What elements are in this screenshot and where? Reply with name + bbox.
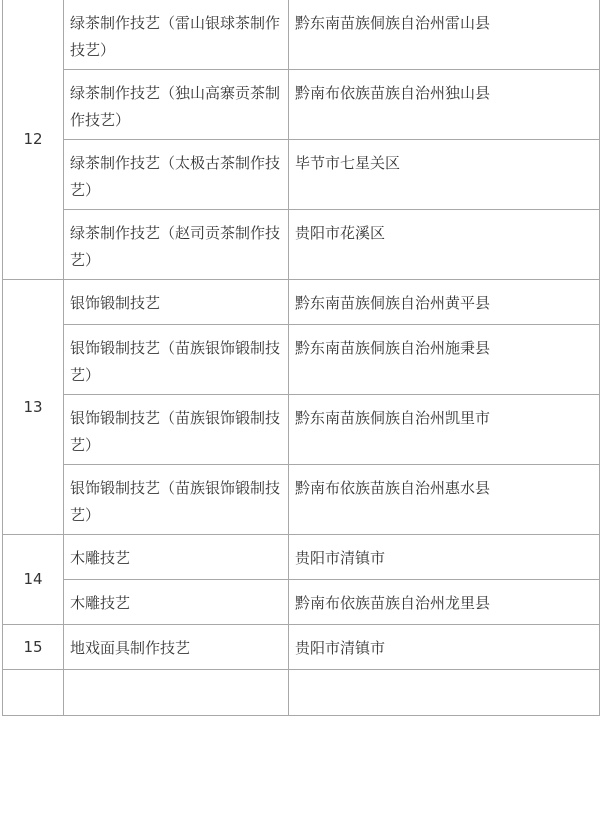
project-name: 银饰锻制技艺（苗族银饰锻制技艺） [64,395,289,465]
table-row [3,395,600,465]
region-name: 黔东南苗族侗族自治州施秉县 [289,325,600,395]
table-row [3,280,600,325]
project-name: 绿茶制作技艺（雷山银球茶制作技艺） [64,0,289,70]
item-number: 13 [3,280,64,535]
table-row-partial [3,670,600,716]
region-name: 毕节市七星关区 [289,140,600,210]
project-name: 绿茶制作技艺（赵司贡茶制作技艺） [64,210,289,280]
table-row [3,0,600,70]
region-name: 黔南布依族苗族自治州独山县 [289,70,600,140]
region-name: 黔南布依族苗族自治州惠水县 [289,465,600,535]
table-row [3,210,600,280]
item-number: 15 [3,625,64,670]
table-row [3,325,600,395]
region-name: 贵阳市清镇市 [289,625,600,670]
project-name [64,670,289,716]
project-name: 绿茶制作技艺（太极古茶制作技艺） [64,140,289,210]
item-number: 12 [3,0,64,280]
region-name [289,670,600,716]
project-name: 银饰锻制技艺（苗族银饰锻制技艺） [64,465,289,535]
item-number [3,670,64,716]
project-name: 银饰锻制技艺（苗族银饰锻制技艺） [64,325,289,395]
project-name: 地戏面具制作技艺 [64,625,289,670]
table-row [3,140,600,210]
table-row [3,625,600,670]
project-name: 木雕技艺 [64,580,289,625]
table-row [3,535,600,580]
heritage-table [2,0,600,716]
table-row [3,465,600,535]
item-number: 14 [3,535,64,625]
region-name: 贵阳市花溪区 [289,210,600,280]
project-name: 银饰锻制技艺 [64,280,289,325]
region-name: 黔东南苗族侗族自治州凯里市 [289,395,600,465]
table-row [3,70,600,140]
table-row [3,580,600,625]
region-name: 黔东南苗族侗族自治州雷山县 [289,0,600,70]
project-name: 绿茶制作技艺（独山高寨贡茶制作技艺） [64,70,289,140]
region-name: 黔南布依族苗族自治州龙里县 [289,580,600,625]
region-name: 黔东南苗族侗族自治州黄平县 [289,280,600,325]
region-name: 贵阳市清镇市 [289,535,600,580]
project-name: 木雕技艺 [64,535,289,580]
